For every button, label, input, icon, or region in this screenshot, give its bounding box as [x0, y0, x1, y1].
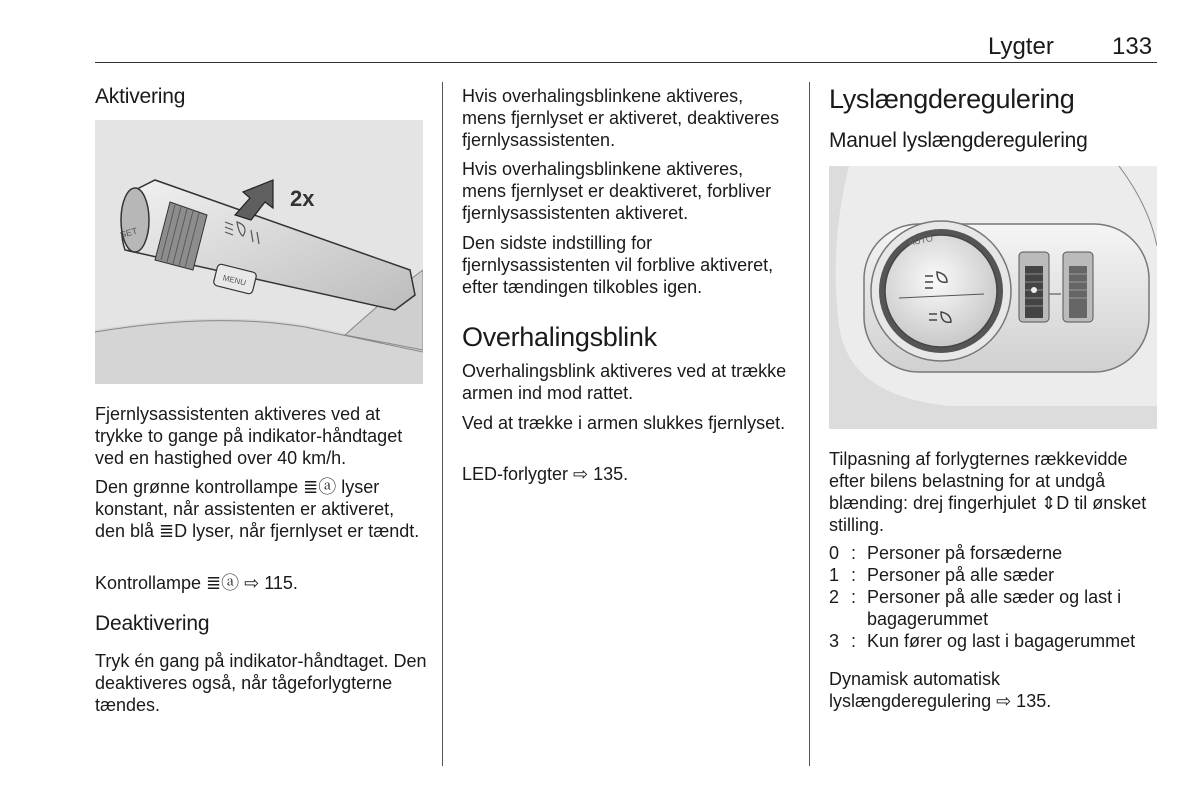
paragraph-activation: Fjernlysassistenten aktiveres ved at trykke to gange på indikator-håndtaget ved en hastighed over 40 km/h.: [95, 404, 403, 468]
set-label: SET: [118, 225, 139, 240]
paragraph-led-ref: LED-forlygter ⇨ 135.: [462, 464, 629, 484]
list-item: [829, 586, 1161, 630]
column-divider-2: [809, 82, 810, 766]
paragraph-flash-activate: Overhalingsblink aktiveres ved at trække armen ind mod rattet.: [462, 361, 787, 403]
list-item-separator: :: [851, 543, 857, 563]
subheading-manuel: Manuel lyslængderegulering: [829, 129, 1088, 152]
column-divider-1: [442, 82, 443, 766]
heading-lyslaengderegulering: Lyslængderegulering: [829, 84, 1075, 114]
load-position-list: [829, 542, 1161, 652]
figure-light-switch: [829, 166, 1157, 429]
list-item: [829, 542, 1161, 564]
running-header-title: Lygter: [988, 33, 1054, 60]
list-item: [829, 564, 1161, 586]
list-item-separator: :: [851, 565, 857, 585]
header-rule: [95, 62, 1157, 63]
paragraph-flash-off: Ved at trække i armen slukkes fjernlyset.: [462, 413, 786, 433]
menu-label: MENU: [221, 273, 247, 288]
list-item-number: 2: [829, 587, 840, 607]
auto-label: AUTO: [907, 233, 934, 248]
paragraph-adjustment: Tilpasning af forlygternes rækkevidde efter bilens belastning for at undgå blænding: drej fingerhjulet ⇕D til ønsket stilling.: [829, 449, 1147, 535]
heading-overhalingsblink: Overhalingsblink: [462, 322, 657, 352]
paragraph-flash-inactive: Hvis overhalingsblinkene aktiveres, mens fjernlyset er deaktiveret, forbliver fjernlysassistenten aktiveret.: [462, 159, 772, 223]
paragraph-control-lamp-ref: Kontrollampe ≣ⓐ ⇨ 115.: [95, 573, 298, 593]
paragraph-flash-active: Hvis overhalingsblinkene aktiveres, mens fjernlyset er aktiveret, deaktiveres fjernlysassistenten.: [462, 86, 780, 150]
paragraph-last-setting: Den sidste indstilling for fjernlysassistenten vil forblive aktiveret, efter tændingen tilkobles igen.: [462, 233, 774, 297]
heading-deaktivering: Deaktivering: [95, 612, 210, 635]
list-item: [829, 630, 1161, 652]
paragraph-deactivation: Tryk én gang på indikator-håndtaget. Den deaktiveres også, når tågeforlygterne tændes.: [95, 651, 427, 715]
list-item-text: Personer på alle sæder og last i bagagerummet: [867, 587, 1122, 629]
list-item-text: Kun fører og last i bagagerummet: [867, 631, 1136, 651]
figure-indicator-lever: [95, 120, 423, 384]
light-switch-illustration: [829, 166, 1157, 429]
figure-2x-label: 2x: [290, 186, 315, 211]
list-item-text: Personer på alle sæder: [867, 565, 1055, 585]
list-item-number: 1: [829, 565, 840, 585]
page-number: 133: [1112, 33, 1153, 60]
list-item-separator: :: [851, 587, 857, 607]
paragraph-indicator-lamps: Den grønne kontrollampe ≣ⓐ lyser konstant, når assistenten er aktiveret, den blå ≣D lyser, når fjernlyset er tændt.: [95, 477, 420, 541]
paragraph-dynamic-ref: Dynamisk automatisk lyslængderegulering ⇨ 135.: [829, 669, 1052, 711]
list-item-separator: :: [851, 631, 857, 651]
list-item-number: 0: [829, 543, 840, 563]
list-item-number: 3: [829, 631, 840, 651]
heading-aktivering: Aktivering: [95, 85, 186, 108]
list-item-text: Personer på forsæderne: [867, 543, 1063, 563]
indicator-lever-illustration: [95, 120, 423, 384]
